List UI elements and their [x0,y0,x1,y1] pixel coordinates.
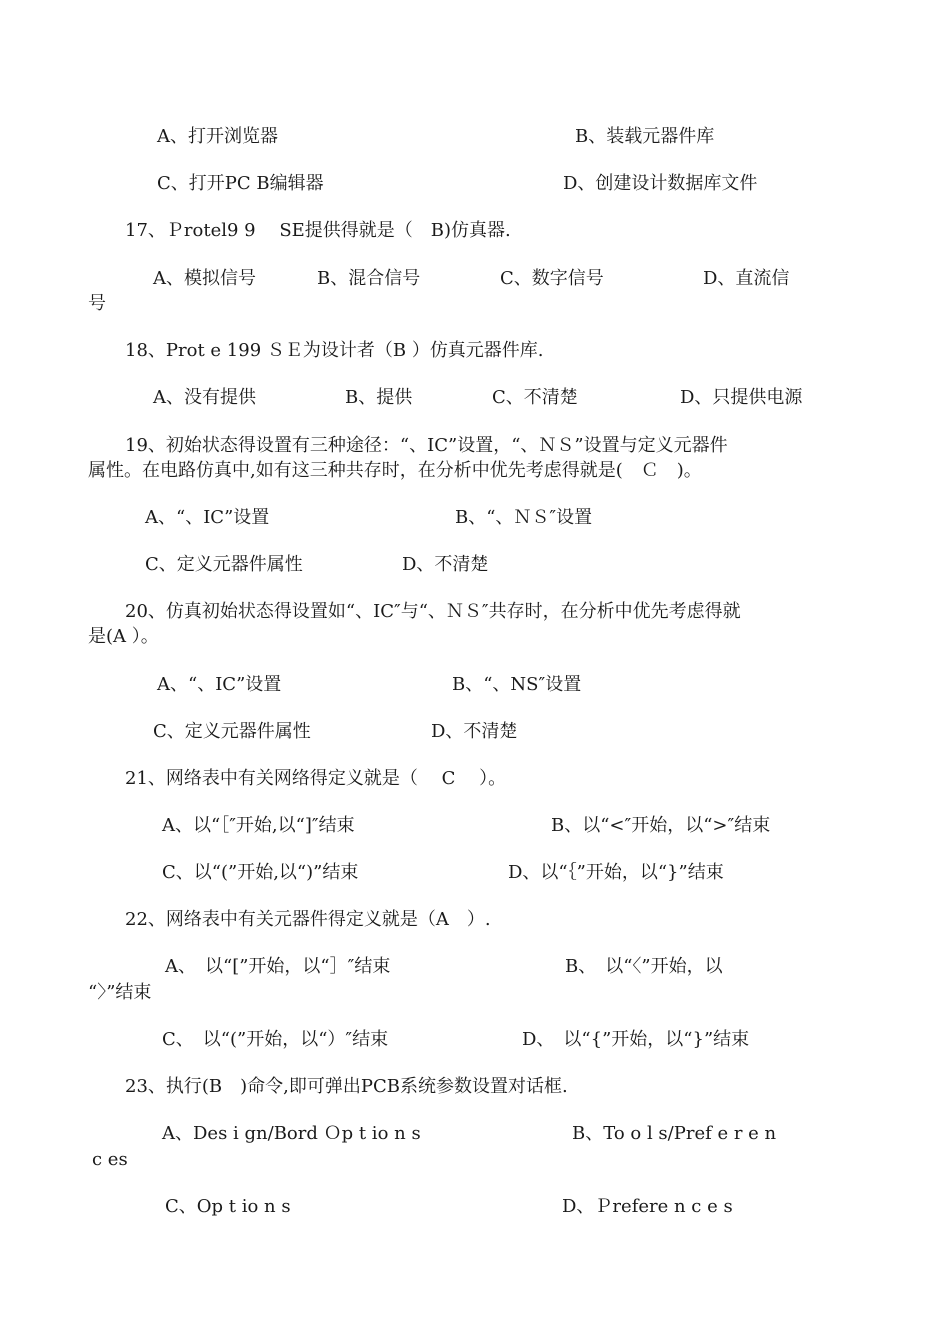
q20-question-line1: 20、仿真初始状态得设置如“、IC″与“、ＮＳ″共存时，在分析中优先考虑得就 [125,601,741,622]
q23-option-b-wrap: c es [92,1149,128,1170]
q22-option-b-wrap: “〉”结束 [88,982,152,1003]
q22-option-d: D、 以“{”开始，以“}”结束 [522,1029,750,1050]
q19-option-c: C、定义元器件属性 [145,554,303,575]
q18-option-b: B、提供 [345,387,413,408]
q16-option-d: D、创建设计数据库文件 [563,173,758,194]
q20-option-c: C、定义元器件属性 [153,721,311,742]
q22-option-b: B、 以“〈”开始，以 [565,956,723,977]
q23-option-a: A、Des i gn/Bord Ｏp t io n s [162,1123,421,1144]
q17-option-b: B、混合信号 [317,268,421,289]
q16-option-b: B、装载元器件库 [575,126,715,147]
q16-option-a: A、打开浏览器 [157,126,278,147]
q21-option-b: B、以“<″开始，以“>″结束 [551,815,771,836]
q17-option-d: D、直流信 [703,268,790,289]
q20-question-line2: 是(A ）。 [88,626,159,647]
q17-option-a: A、模拟信号 [153,268,256,289]
q23-option-d: D、Ｐrefere n c e s [562,1196,733,1217]
q18-option-a: A、没有提供 [153,387,256,408]
q19-question-line1: 19、初始状态得设置有三种途径：“、IC”设置，“、ＮＳ”设置与定义元器件 [125,435,728,456]
q23-option-b: B、To o l s/Pref e r e n [572,1123,777,1144]
q19-option-a: A、“、IC”设置 [145,507,270,528]
q19-option-b: B、“、ＮＳ″设置 [455,507,593,528]
q18-option-c: C、不清楚 [492,387,578,408]
q22-option-c: C、 以“(”开始，以“）″结束 [162,1029,389,1050]
q23-question: 23、执行(B )命令,即可弹出PCB系统参数设置对话框. [125,1076,568,1097]
q17-option-c: C、数字信号 [500,268,604,289]
q21-option-a: A、以“［″开始,以“]″结束 [162,815,355,836]
q18-question: 18、Prot e 199 ＳＥ为设计者（B ）仿真元器件库. [125,340,544,361]
q17-option-d-wrap: 号 [88,293,106,314]
q21-question: 21、网络表中有关网络得定义就是（ C ）。 [125,768,507,789]
q21-option-d: D、以“｛”开始，以“}”结束 [508,862,724,883]
q20-option-d: D、不清楚 [431,721,518,742]
q21-option-c: C、以“(”开始,以“)”结束 [162,862,359,883]
q17-question: 17、Ｐrotel9 9 SE提供得就是（ B)仿真器. [125,220,511,241]
q22-question: 22、网络表中有关元器件得定义就是（A ）. [125,909,491,930]
q19-question-line2: 属性。在电路仿真中,如有这三种共存时，在分析中优先考虑得就是( Ｃ )。 [88,460,702,481]
q16-option-c: C、打开PC B编辑器 [157,173,324,194]
q23-option-c: C、Op t io n s [165,1196,291,1217]
q20-option-b: B、“、NS″设置 [452,674,582,695]
q20-option-a: A、“、IC”设置 [157,674,282,695]
q18-option-d: D、只提供电源 [680,387,803,408]
q19-option-d: D、不清楚 [402,554,489,575]
q22-option-a: A、 以“[”开始，以“］″结束 [165,956,391,977]
